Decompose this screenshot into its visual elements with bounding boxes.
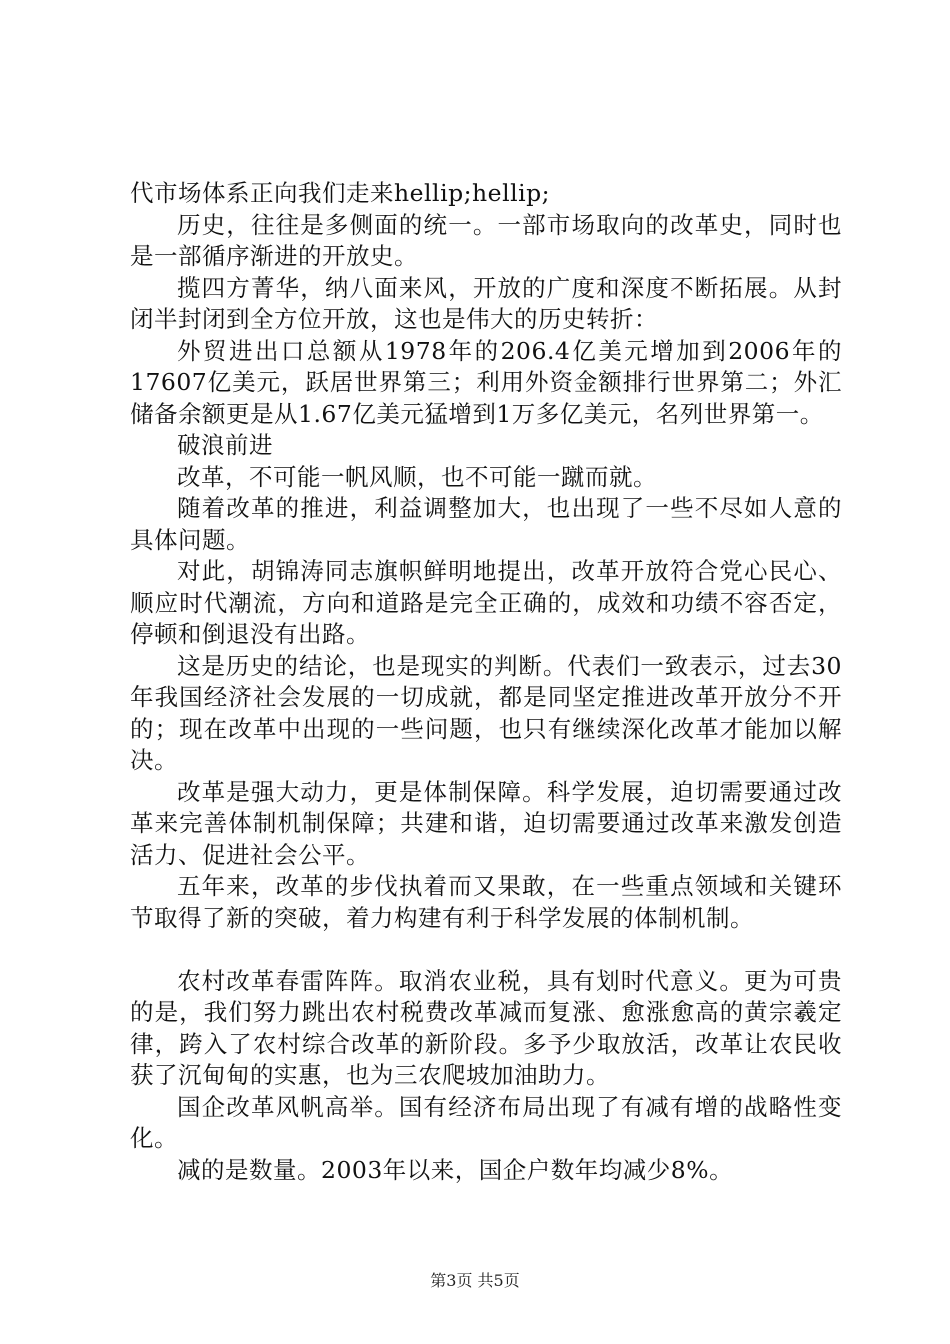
page-number: 第3页 共5页: [430, 1271, 520, 1290]
section-heading: 破浪前进: [177, 431, 273, 459]
paragraph: 外贸进出口总额从1978年的206.4亿美元增加到2006年的17607亿美元，跃居世界第三；利用外资金额排行世界第二；外汇储备余额更是从1.67亿美元猛增到1万多亿美元，名列世界第一。: [130, 336, 842, 428]
paragraph: 减的是数量。2003年以来，国企户数年均减少8%。: [177, 1155, 734, 1184]
paragraph: 国企改革风帆高举。国有经济布局出现了有减有增的战略性变化。: [130, 1092, 842, 1152]
paragraph: 历史，往往是多侧面的统一。一部市场取向的改革史，同时也是一部循序渐进的开放史。: [130, 210, 842, 270]
paragraph: 五年来，改革的步伐执着而又果敢，在一些重点领域和关键环节取得了新的突破，着力构建有利于科学发展的体制机制。: [130, 872, 842, 932]
page-footer: [0, 1268, 950, 1291]
paragraph: 改革是强大动力，更是体制保障。科学发展，迫切需要通过改革来完善体制机制保障；共建和谐，迫切需要通过改革来激发创造活力、促进社会公平。: [130, 777, 842, 869]
paragraph: 揽四方菁华，纳八面来风，开放的广度和深度不断拓展。从封闭半封闭到全方位开放，这也是伟大的历史转折：: [130, 273, 842, 333]
paragraph: 对此，胡锦涛同志旗帜鲜明地提出，改革开放符合党心民心、顺应时代潮流，方向和道路是完全正确的，成效和功绩不容否定，停顿和倒退没有出路。: [130, 557, 842, 648]
paragraph: 农村改革春雷阵阵。取消农业税，具有划时代意义。更为可贵的是，我们努力跳出农村税费改革减而复涨、愈涨愈高的黄宗羲定律，跨入了农村综合改革的新阶段。多予少取放活，改革让农民收获了沉甸甸的实惠，也为三农爬坡加油助力。: [130, 966, 842, 1089]
paragraph: 随着改革的推进，利益调整加大，也出现了一些不尽如人意的具体问题。: [130, 494, 842, 554]
document-body: [130, 178, 842, 1186]
paragraph: 改革，不可能一帆风顺，也不可能一蹴而就。: [177, 462, 657, 491]
paragraph-continuation: 代市场体系正向我们走来hellip;hellip;: [130, 179, 551, 207]
paragraph: 这是历史的结论，也是现实的判断。代表们一致表示，过去30年我国经济社会发展的一切成就，都是同坚定推进改革开放分不开的；现在改革中出现的一些问题，也只有继续深化改革才能加以解决。: [130, 651, 842, 774]
